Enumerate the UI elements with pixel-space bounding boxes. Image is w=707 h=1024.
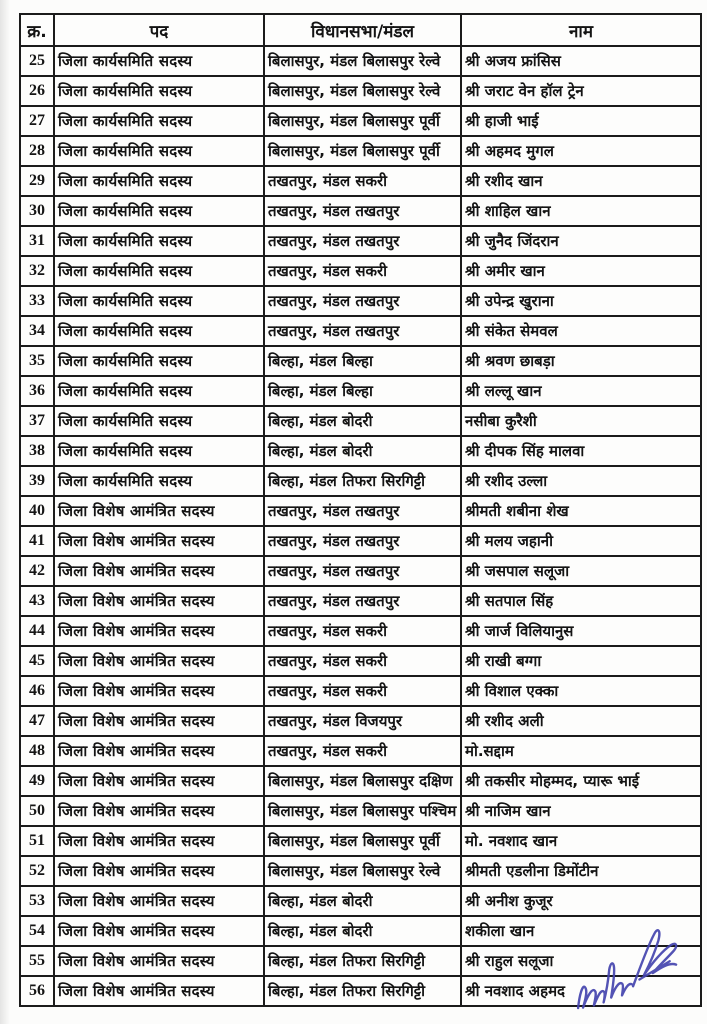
- row-serial-number: 34: [20, 316, 54, 346]
- table-row: [20, 556, 701, 586]
- table-row: [20, 826, 701, 856]
- row-name: श्री सतपाल सिंह: [461, 586, 701, 616]
- table-row: [20, 886, 701, 916]
- row-serial-number: 32: [20, 256, 54, 286]
- row-position: जिला विशेष आमंत्रित सदस्य: [54, 616, 264, 646]
- row-name: श्री राहुल सलूजा: [461, 946, 701, 976]
- row-name: श्री जसपाल सलूजा: [461, 556, 701, 586]
- row-name: श्री शाहिल खान: [461, 196, 701, 226]
- row-position: जिला विशेष आमंत्रित सदस्य: [54, 646, 264, 676]
- row-serial-number: 56: [20, 976, 54, 1006]
- row-assembly-division: बिलासपुर, मंडल बिलासपुर पश्चिम: [264, 796, 461, 826]
- row-assembly-division: बिलासपुर, मंडल बिलासपुर पूर्वी: [264, 106, 461, 136]
- row-assembly-division: तखतपुर, मंडल तखतपुर: [264, 496, 461, 526]
- row-position: जिला विशेष आमंत्रित सदस्य: [54, 766, 264, 796]
- row-serial-number: 48: [20, 736, 54, 766]
- row-assembly-division: बिल्हा, मंडल तिफरा सिरगिट्टी: [264, 466, 461, 496]
- row-serial-number: 50: [20, 796, 54, 826]
- row-assembly-division: तखतपुर, मंडल तखतपुर: [264, 526, 461, 556]
- table-row: [20, 226, 701, 256]
- row-assembly-division: तखतपुर, मंडल सकरी: [264, 166, 461, 196]
- row-position: जिला कार्यसमिति सदस्य: [54, 166, 264, 196]
- row-assembly-division: तखतपुर, मंडल सकरी: [264, 736, 461, 766]
- row-position: जिला कार्यसमिति सदस्य: [54, 316, 264, 346]
- header-position: पद: [54, 14, 264, 46]
- row-assembly-division: बिलासपुर, मंडल बिलासपुर रेल्वे: [264, 856, 461, 886]
- table-row: [20, 466, 701, 496]
- row-serial-number: 31: [20, 226, 54, 256]
- row-serial-number: 41: [20, 526, 54, 556]
- row-serial-number: 47: [20, 706, 54, 736]
- row-position: जिला कार्यसमिति सदस्य: [54, 106, 264, 136]
- row-position: जिला कार्यसमिति सदस्य: [54, 46, 264, 76]
- row-serial-number: 38: [20, 436, 54, 466]
- row-position: जिला विशेष आमंत्रित सदस्य: [54, 586, 264, 616]
- row-assembly-division: तखतपुर, मंडल तखतपुर: [264, 196, 461, 226]
- row-serial-number: 26: [20, 76, 54, 106]
- row-assembly-division: बिलासपुर, मंडल बिलासपुर रेल्वे: [264, 46, 461, 76]
- row-serial-number: 43: [20, 586, 54, 616]
- row-assembly-division: तखतपुर, मंडल तखतपुर: [264, 556, 461, 586]
- table-row: [20, 976, 701, 1006]
- row-position: जिला कार्यसमिति सदस्य: [54, 136, 264, 166]
- row-serial-number: 35: [20, 346, 54, 376]
- row-position: जिला विशेष आमंत्रित सदस्य: [54, 976, 264, 1006]
- row-serial-number: 29: [20, 166, 54, 196]
- table-row: [20, 736, 701, 766]
- row-name: श्री उपेन्द्र खुराना: [461, 286, 701, 316]
- row-serial-number: 40: [20, 496, 54, 526]
- table-row: [20, 46, 701, 76]
- row-name: श्री अनीश कुजूर: [461, 886, 701, 916]
- row-name: श्री रशीद खान: [461, 166, 701, 196]
- table-row: [20, 796, 701, 826]
- table-header-row: [20, 14, 701, 46]
- row-assembly-division: बिल्हा, मंडल बिल्हा: [264, 346, 461, 376]
- row-assembly-division: बिल्हा, मंडल तिफरा सिरगिट्टी: [264, 946, 461, 976]
- row-assembly-division: तखतपुर, मंडल सकरी: [264, 676, 461, 706]
- header-serial-number: क्र.: [20, 14, 54, 46]
- row-assembly-division: तखतपुर, मंडल तखतपुर: [264, 586, 461, 616]
- row-assembly-division: तखतपुर, मंडल तखतपुर: [264, 226, 461, 256]
- table-row: [20, 76, 701, 106]
- row-name: श्री लल्लू खान: [461, 376, 701, 406]
- row-serial-number: 52: [20, 856, 54, 886]
- row-serial-number: 53: [20, 886, 54, 916]
- row-serial-number: 45: [20, 646, 54, 676]
- row-name: श्री जार्ज विलियानुस: [461, 616, 701, 646]
- table-row: [20, 526, 701, 556]
- table-row: [20, 436, 701, 466]
- row-name: श्री हाजी भाई: [461, 106, 701, 136]
- row-serial-number: 46: [20, 676, 54, 706]
- row-serial-number: 39: [20, 466, 54, 496]
- row-serial-number: 54: [20, 916, 54, 946]
- row-position: जिला कार्यसमिति सदस्य: [54, 286, 264, 316]
- table-row: [20, 286, 701, 316]
- table-row: [20, 946, 701, 976]
- row-position: जिला विशेष आमंत्रित सदस्य: [54, 796, 264, 826]
- row-position: जिला कार्यसमिति सदस्य: [54, 466, 264, 496]
- row-position: जिला कार्यसमिति सदस्य: [54, 256, 264, 286]
- row-position: जिला विशेष आमंत्रित सदस्य: [54, 706, 264, 736]
- row-assembly-division: बिल्हा, मंडल बोदरी: [264, 406, 461, 436]
- row-assembly-division: बिलासपुर, मंडल बिलासपुर दक्षिण: [264, 766, 461, 796]
- row-assembly-division: तखतपुर, मंडल सकरी: [264, 616, 461, 646]
- table-row: [20, 586, 701, 616]
- row-position: जिला विशेष आमंत्रित सदस्य: [54, 946, 264, 976]
- row-position: जिला विशेष आमंत्रित सदस्य: [54, 826, 264, 856]
- table-row: [20, 856, 701, 886]
- table-row: [20, 676, 701, 706]
- row-serial-number: 25: [20, 46, 54, 76]
- row-name: शकीला खान: [461, 916, 701, 946]
- row-serial-number: 49: [20, 766, 54, 796]
- row-serial-number: 42: [20, 556, 54, 586]
- table-row: [20, 706, 701, 736]
- row-name: श्री राखी बग्गा: [461, 646, 701, 676]
- row-position: जिला विशेष आमंत्रित सदस्य: [54, 886, 264, 916]
- row-serial-number: 51: [20, 826, 54, 856]
- table-row: [20, 766, 701, 796]
- row-name: श्री श्रवण छाबड़ा: [461, 346, 701, 376]
- row-serial-number: 55: [20, 946, 54, 976]
- row-serial-number: 30: [20, 196, 54, 226]
- row-serial-number: 37: [20, 406, 54, 436]
- members-table: [19, 13, 702, 1007]
- row-name: मो.सद्दाम: [461, 736, 701, 766]
- row-serial-number: 44: [20, 616, 54, 646]
- table-row: [20, 346, 701, 376]
- table-row: [20, 166, 701, 196]
- row-serial-number: 27: [20, 106, 54, 136]
- table-row: [20, 136, 701, 166]
- row-name: नसीबा कुरैशी: [461, 406, 701, 436]
- row-serial-number: 28: [20, 136, 54, 166]
- row-position: जिला विशेष आमंत्रित सदस्य: [54, 676, 264, 706]
- row-assembly-division: बिल्हा, मंडल बोदरी: [264, 916, 461, 946]
- row-name: श्री मलय जहानी: [461, 526, 701, 556]
- row-name: श्री नवशाद अहमद: [461, 976, 701, 1006]
- row-name: मो. नवशाद खान: [461, 826, 701, 856]
- row-assembly-division: तखतपुर, मंडल सकरी: [264, 646, 461, 676]
- row-name: श्री अमीर खान: [461, 256, 701, 286]
- table-row: [20, 376, 701, 406]
- row-assembly-division: तखतपुर, मंडल तखतपुर: [264, 316, 461, 346]
- table-row: [20, 256, 701, 286]
- row-position: जिला कार्यसमिति सदस्य: [54, 436, 264, 466]
- scan-edge-shading: [0, 0, 10, 1024]
- row-assembly-division: तखतपुर, मंडल तखतपुर: [264, 286, 461, 316]
- row-position: जिला विशेष आमंत्रित सदस्य: [54, 736, 264, 766]
- row-assembly-division: बिलासपुर, मंडल बिलासपुर पूर्वी: [264, 136, 461, 166]
- row-assembly-division: बिल्हा, मंडल बिल्हा: [264, 376, 461, 406]
- table-row: [20, 646, 701, 676]
- row-assembly-division: तखतपुर, मंडल विजयपुर: [264, 706, 461, 736]
- row-assembly-division: बिल्हा, मंडल बोदरी: [264, 886, 461, 916]
- row-assembly-division: तखतपुर, मंडल सकरी: [264, 256, 461, 286]
- row-serial-number: 36: [20, 376, 54, 406]
- row-assembly-division: बिलासपुर, मंडल बिलासपुर रेल्वे: [264, 76, 461, 106]
- header-assembly-division: विधानसभा/मंडल: [264, 14, 461, 46]
- row-position: जिला कार्यसमिति सदस्य: [54, 196, 264, 226]
- table-row: [20, 196, 701, 226]
- row-name: श्री जुनैद जिंदरान: [461, 226, 701, 256]
- row-position: जिला विशेष आमंत्रित सदस्य: [54, 556, 264, 586]
- row-position: जिला कार्यसमिति सदस्य: [54, 376, 264, 406]
- row-name: श्री नाजिम खान: [461, 796, 701, 826]
- row-name: श्री रशीद अली: [461, 706, 701, 736]
- table-row: [20, 316, 701, 346]
- row-position: जिला विशेष आमंत्रित सदस्य: [54, 856, 264, 886]
- table-row: [20, 916, 701, 946]
- row-name: श्री रशीद उल्ला: [461, 466, 701, 496]
- row-name: श्रीमती शबीना शेख: [461, 496, 701, 526]
- row-name: श्री विशाल एक्का: [461, 676, 701, 706]
- header-name: नाम: [461, 14, 701, 46]
- row-position: जिला कार्यसमिति सदस्य: [54, 406, 264, 436]
- row-name: श्री संकेत सेमवल: [461, 316, 701, 346]
- table-row: [20, 496, 701, 526]
- row-position: जिला विशेष आमंत्रित सदस्य: [54, 496, 264, 526]
- row-position: जिला विशेष आमंत्रित सदस्य: [54, 526, 264, 556]
- row-name: श्री जराट वेन हॉल ट्रेन: [461, 76, 701, 106]
- row-assembly-division: बिल्हा, मंडल तिफरा सिरगिट्टी: [264, 976, 461, 1006]
- table-row: [20, 106, 701, 136]
- table-body: [20, 46, 701, 1006]
- row-assembly-division: बिल्हा, मंडल बोदरी: [264, 436, 461, 466]
- table-row: [20, 616, 701, 646]
- row-name: श्रीमती एडलीना डिमोंटीन: [461, 856, 701, 886]
- row-name: श्री दीपक सिंह मालवा: [461, 436, 701, 466]
- row-position: जिला कार्यसमिति सदस्य: [54, 226, 264, 256]
- row-position: जिला विशेष आमंत्रित सदस्य: [54, 916, 264, 946]
- row-name: श्री अजय फ्रांसिस: [461, 46, 701, 76]
- row-name: श्री अहमद मुगल: [461, 136, 701, 166]
- row-assembly-division: बिलासपुर, मंडल बिलासपुर पूर्वी: [264, 826, 461, 856]
- table-row: [20, 406, 701, 436]
- row-name: श्री तकसीर मोहम्मद, प्यारू भाई: [461, 766, 701, 796]
- row-serial-number: 33: [20, 286, 54, 316]
- row-position: जिला कार्यसमिति सदस्य: [54, 76, 264, 106]
- row-position: जिला कार्यसमिति सदस्य: [54, 346, 264, 376]
